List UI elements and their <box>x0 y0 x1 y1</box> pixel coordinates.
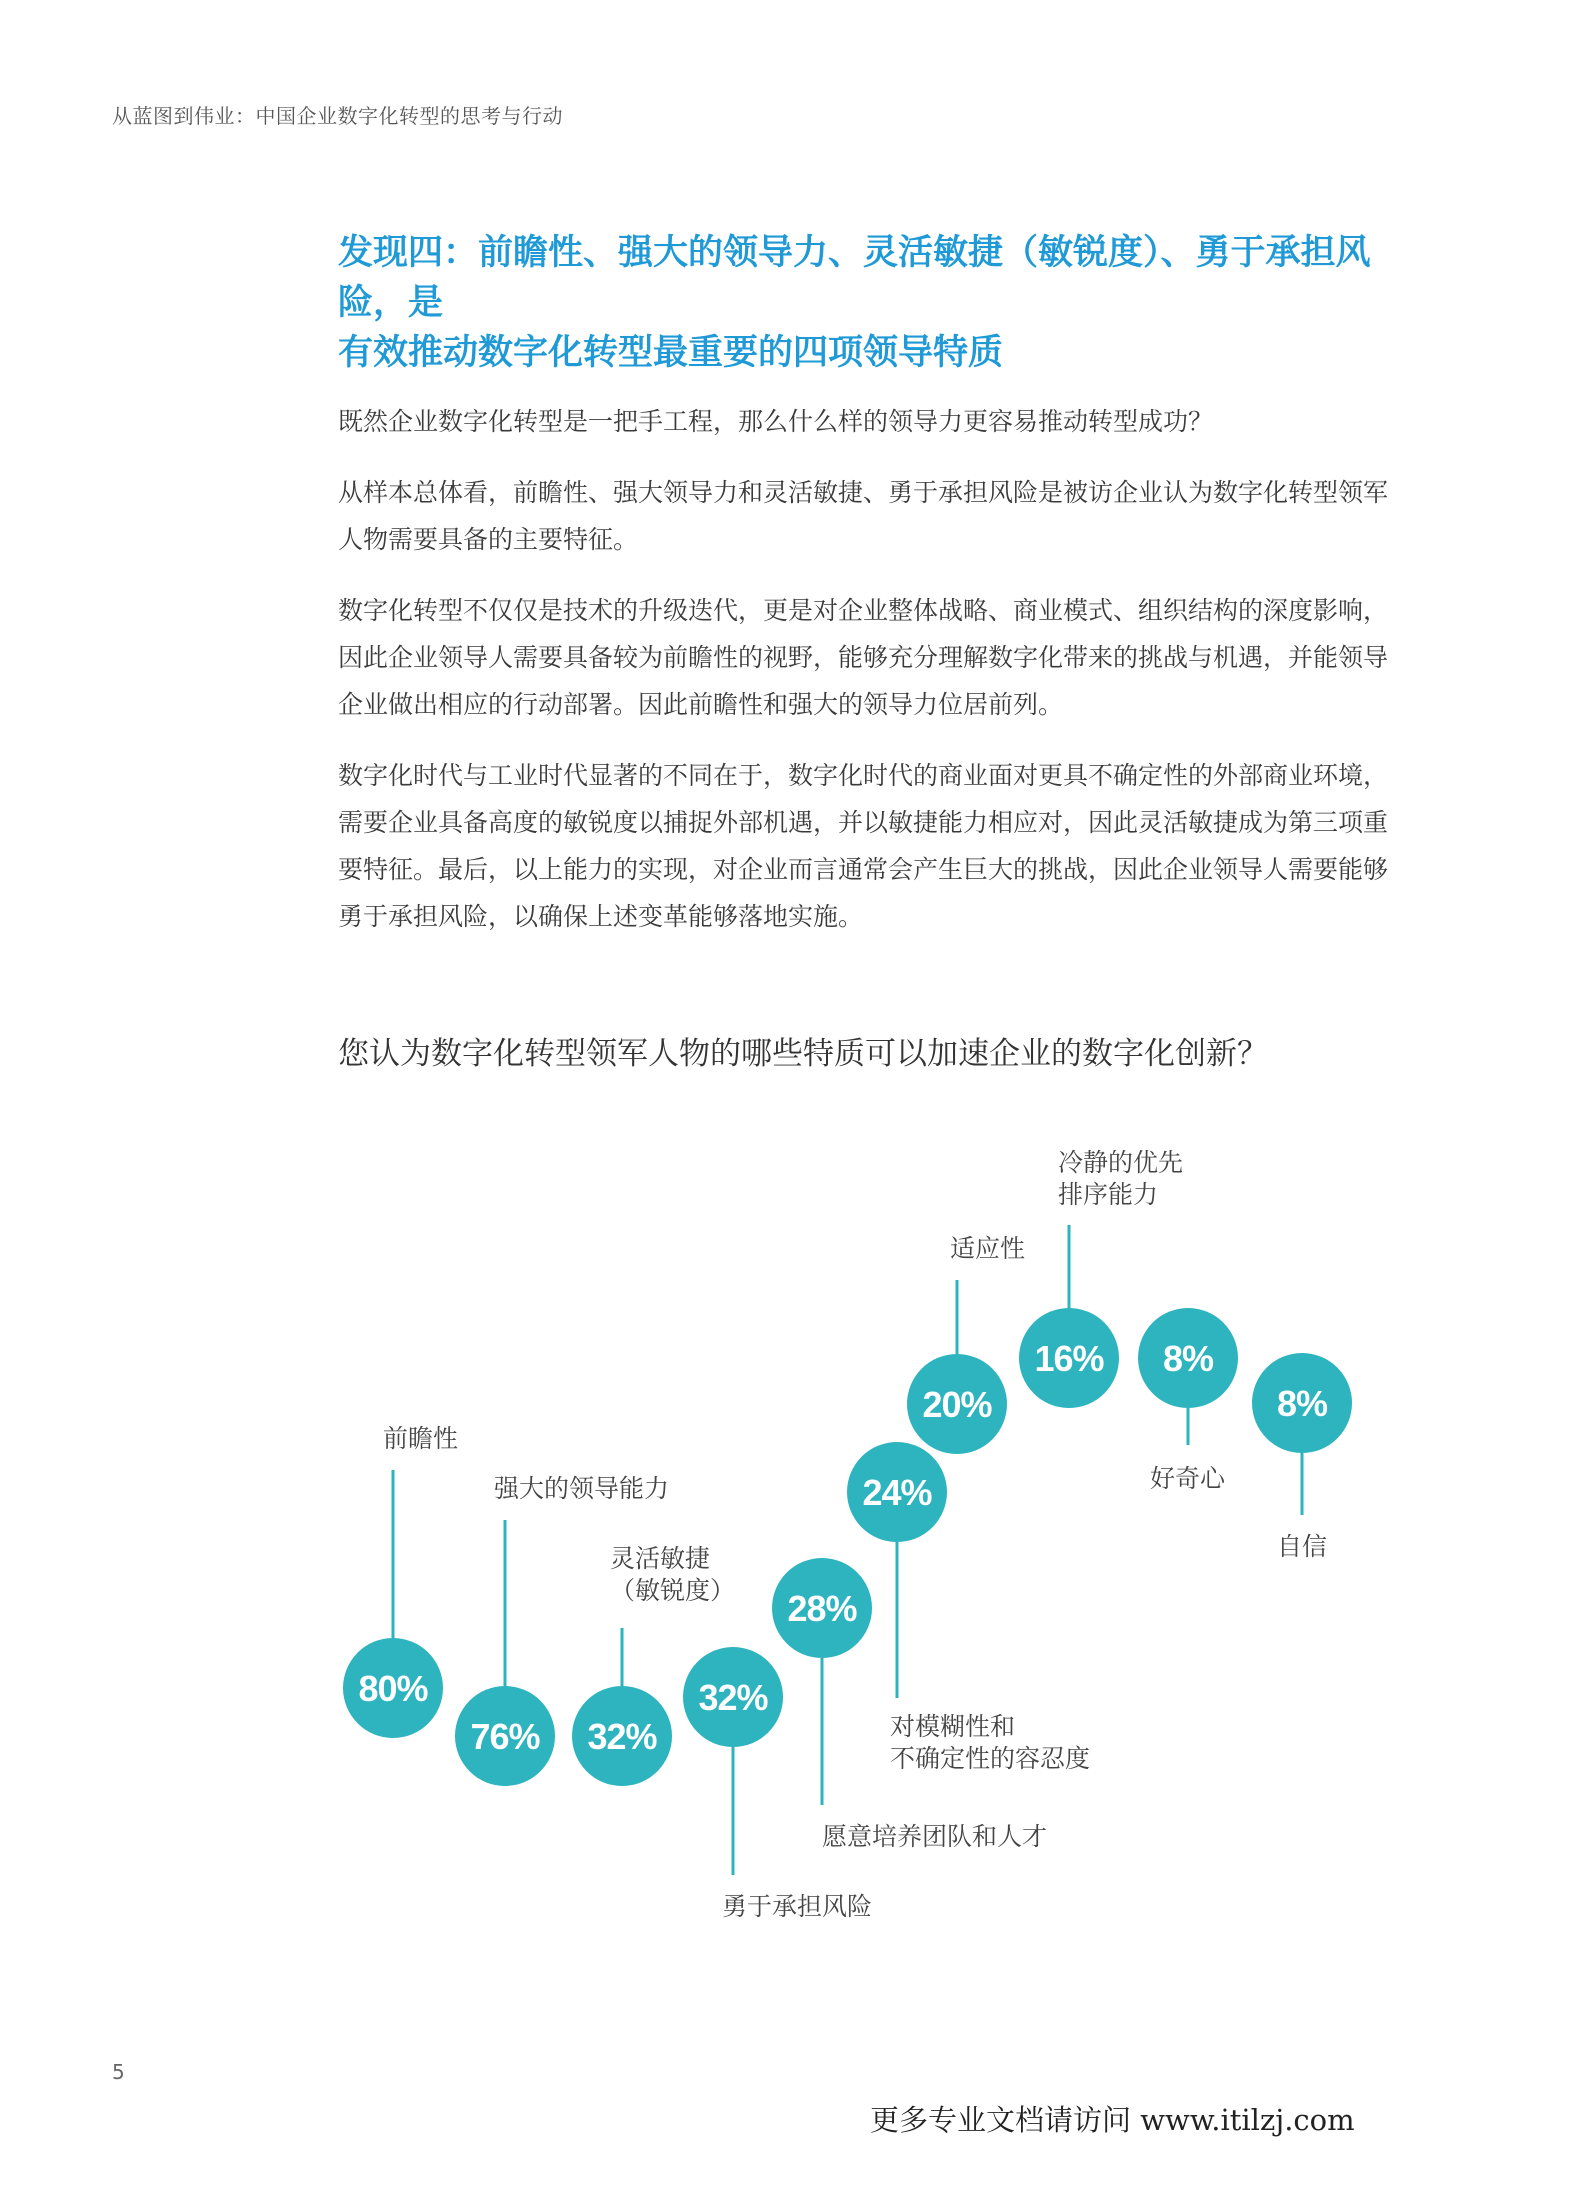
trait-7-value-label: 20% <box>922 1384 992 1425</box>
trait-1-name-label: 前瞻性 <box>383 1424 459 1453</box>
footer-note: 更多专业文档请访问 www.itilzj.com <box>870 2103 1355 2137</box>
trait-2-name-label: 强大的领导能力 <box>494 1474 670 1503</box>
trait-9-name-label: 好奇心 <box>1150 1464 1226 1493</box>
trait-5-value-label: 28% <box>787 1588 857 1629</box>
trait-3-name-label: 灵活敏捷（敏锐度） <box>610 1544 736 1605</box>
paragraph-3: 数字化转型不仅仅是技术的升级迭代，更是对企业整体战略、商业模式、组织结构的深度影响，因此企业领导人需要具备较为前瞻性的视野，能够充分理解数字化带来的挑战与机遇，并能领导企业做出相应的行动部署。因此前瞻性和强大的领导力位居前列。 <box>338 596 1389 719</box>
trait-8-value-label: 16% <box>1034 1338 1104 1379</box>
trait-5-name-label: 愿意培养团队和人才 <box>822 1822 1048 1851</box>
trait-3-value-label: 32% <box>587 1716 657 1757</box>
trait-8-name-label: 冷静的优先排序能力 <box>1058 1148 1184 1209</box>
trait-6-value-label: 24% <box>862 1472 932 1513</box>
section-title-line-1: 发现四：前瞻性、强大的领导力、灵活敏捷（敏锐度）、勇于承担风险，是 <box>338 233 1371 323</box>
trait-1-value-label: 80% <box>358 1668 428 1709</box>
chart-question: 您认为数字化转型领军人物的哪些特质可以加速企业的数字化创新？ <box>338 1036 1268 1072</box>
running-header: 从蓝图到伟业：中国企业数字化转型的思考与行动 <box>112 104 563 128</box>
trait-2-value-label: 76% <box>470 1716 540 1757</box>
paragraph-1: 既然企业数字化转型是一把手工程，那么什么样的领导力更容易推动转型成功？ <box>338 407 1214 436</box>
paragraph-4: 数字化时代与工业时代显著的不同在于，数字化时代的商业面对更具不确定性的外部商业环境，需要企业具备高度的敏锐度以捕捉外部机遇，并以敏捷能力相应对，因此灵活敏捷成为第三项重要特征。最后，以上能力的实现，对企业而言通常会产生巨大的挑战，因此企业领导人需要能够勇于承担风险，以确保上述变革能够落地实施。 <box>338 761 1389 931</box>
trait-9-value-label: 8% <box>1162 1338 1214 1379</box>
trait-4-name-label: 勇于承担风险 <box>722 1892 873 1921</box>
trait-7-name-label: 适应性 <box>950 1234 1026 1263</box>
trait-10-value-label: 8% <box>1276 1383 1328 1424</box>
trait-6-name-label: 对模糊性和不确定性的容忍度 <box>890 1712 1091 1773</box>
page-number: 5 <box>112 2060 125 2084</box>
paragraph-2: 从样本总体看，前瞻性、强大领导力和灵活敏捷、勇于承担风险是被访企业认为数字化转型领军人物需要具备的主要特征。 <box>338 478 1389 554</box>
trait-4-value-label: 32% <box>698 1677 768 1718</box>
trait-10-name-label: 自信 <box>1277 1532 1328 1561</box>
section-title-line-2: 有效推动数字化转型最重要的四项领导特质 <box>338 333 1004 373</box>
